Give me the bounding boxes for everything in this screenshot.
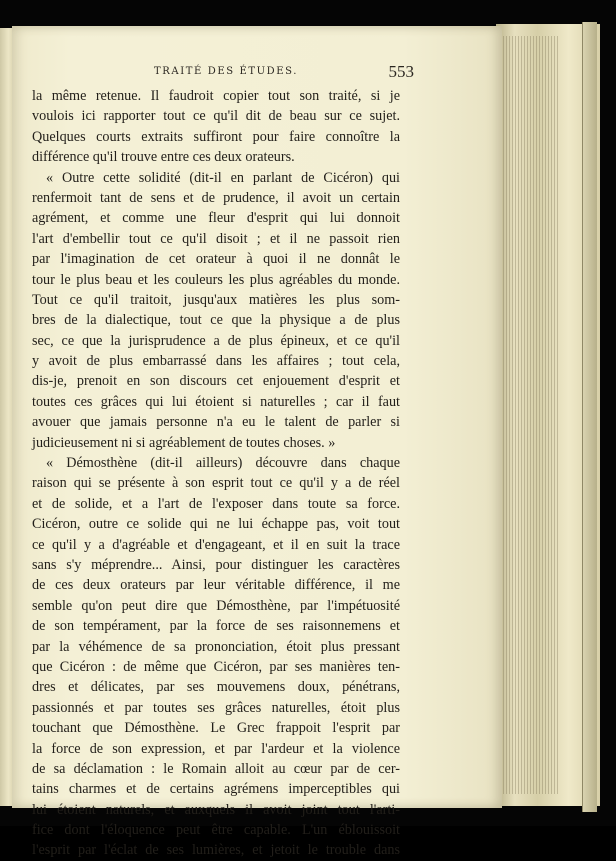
text-line: que Cicéron : de même que Cicéron, par ses manières ten- — [32, 658, 400, 675]
text-line: fice dont l'éloquence peut être capable. L'un éblouissoit — [32, 822, 400, 839]
running-head: TRAITÉ DES ÉTUDES. — [154, 66, 299, 77]
text-line: différence qu'il trouve entre ces deux orateurs. — [32, 149, 295, 166]
page-header — [44, 62, 414, 88]
book-page — [12, 26, 502, 859]
text-line: par la véhémence de sa prononciation, étoit plus pressant — [32, 638, 400, 655]
text-line: par l'imagination de cet orateur à quoi il ne donnât le — [32, 251, 400, 268]
text-line: dis-je, prenoit en son discours cet enjouement d'esprit et — [32, 373, 400, 390]
text-line: passionnés et par toutes ses grâces naturelles, étoit plus — [32, 699, 400, 716]
text-line: « Outre cette solidité (dit-il en parlant de Cicéron) qui — [46, 169, 400, 186]
text-line: semble qu'on peut dire que Démosthène, par l'impétuosité — [32, 597, 400, 614]
text-line: y avoit de plus embarrassé dans les affaires ; tout cela, — [32, 353, 400, 370]
book-cover-edge — [582, 22, 597, 812]
text-line: tains charmes et de certains agrémens imperceptibles qui — [32, 781, 400, 798]
text-line: voulois ici rapporter tout ce qu'il dit de beau sur ce sujet. — [32, 108, 400, 125]
page-stack-leaves — [500, 36, 560, 794]
text-line: l'art d'embellir tout ce qu'il disoit ; et il ne passoit rien — [32, 230, 400, 247]
text-line: « Démosthène (dit-il ailleurs) découvre dans chaque — [46, 455, 400, 472]
text-line: dres et délicates, par ses mouvemens doux, pénétrans, — [32, 679, 400, 696]
body-text — [32, 86, 400, 861]
text-line: bres de la dialectique, tout ce que la physique a de plus — [32, 312, 400, 329]
text-line: sans s'y méprendre... Ainsi, pour distinguer les caractères — [32, 556, 400, 573]
text-line: judicieusement ni si agréablement de toutes choses. » — [32, 434, 336, 451]
text-line: ce qu'il y a d'agréable et d'engageant, et il en suit la trace — [32, 536, 400, 553]
text-line: Cicéron, outre ce solide qui ne lui échappe pas, voit tout — [32, 516, 400, 533]
text-line: de sa déclamation : le Romain alloit au cœur par de cer- — [32, 760, 400, 777]
text-line: touchant que Démosthène. Le Grec frappoit l'esprit par — [32, 720, 400, 737]
text-line: la même retenue. Il faudroit copier tout son traité, si je — [32, 88, 400, 104]
text-line: Quelques courts extraits suffiront pour faire connoître la — [32, 128, 400, 145]
text-line: raison qui se présente à son esprit tout ce qu'il y a de réel — [32, 475, 400, 492]
text-line: Tout ce qu'il traitoit, jusqu'aux matières les plus som- — [32, 291, 400, 308]
text-line: toutes ces grâces qui lui étoient si naturelles ; car il faut — [32, 393, 400, 410]
text-line: agrément, et comme une fleur d'esprit qui lui donnoit — [32, 210, 400, 227]
page-number: 553 — [388, 62, 414, 81]
text-line: renfermoit tant de sens et de prudence, il avoit un certain — [32, 189, 400, 206]
text-line: et de solide, et a l'art de l'exposer dans toute sa force. — [32, 495, 400, 512]
text-line: de ces deux orateurs par leur véritable différence, il me — [32, 577, 400, 594]
text-line: de son tempérament, par la force de ses raisonnemens et — [32, 618, 400, 635]
text-line: lui étoient naturels, et auxquels il avoit joint tout l'arti- — [32, 801, 400, 818]
text-line: sec, ce que la jurisprudence a de plus épineux, et ce qu'il — [32, 332, 400, 349]
text-line: l'esprit par l'éclat de ses lumières, et jetoit le trouble dans — [32, 842, 400, 859]
text-line: la force de son expression, et par l'ardeur et la violence — [32, 740, 400, 757]
text-line: avouer que jamais personne n'a eu le talent de parler si — [32, 414, 400, 431]
text-line: tour le plus beau et les couleurs les plus agréables du monde. — [32, 271, 400, 288]
